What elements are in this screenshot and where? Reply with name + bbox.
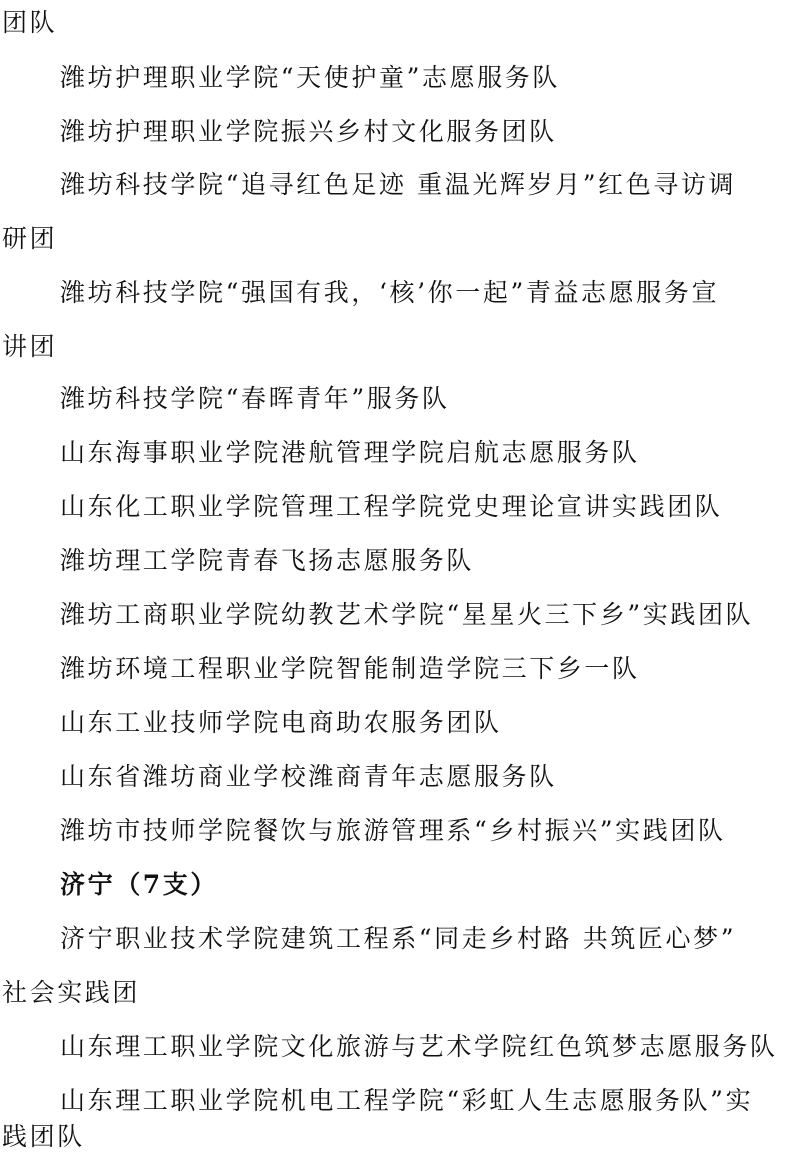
- team-entry: 山东海事职业学院港航管理学院启航志愿服务队: [60, 438, 640, 467]
- team-entry: 潍坊科技学院“春晖青年”服务队: [60, 384, 450, 413]
- text-line-continuation: 社会实践团: [2, 978, 141, 1007]
- section-heading: 济宁（7支）: [60, 870, 218, 899]
- text-line-continuation: 讲团: [2, 332, 58, 361]
- team-entry: 潍坊市技师学院餐饮与旅游管理系“乡村振兴”实践团队: [60, 816, 726, 845]
- team-entry: 潍坊环境工程职业学院智能制造学院三下乡一队: [60, 654, 640, 683]
- team-entry: 山东化工职业学院管理工程学院党史理论宣讲实践团队: [60, 492, 723, 521]
- team-entry: 潍坊护理职业学院振兴乡村文化服务团队: [60, 117, 557, 146]
- team-entry: 山东工业技师学院电商助农服务团队: [60, 708, 502, 737]
- text-line-continuation: 践团队: [2, 1122, 85, 1151]
- team-entry: 山东理工职业学院机电工程学院“彩虹人生志愿服务队”实: [60, 1086, 754, 1115]
- team-entry: 山东理工职业学院文化旅游与艺术学院红色筑梦志愿服务队: [60, 1032, 778, 1061]
- text-line-continuation: 团队: [2, 8, 58, 37]
- team-entry: 潍坊科技学院“追寻红色足迹 重温光辉岁月”红色寻访调: [60, 170, 737, 199]
- team-entry: 潍坊护理职业学院“天使护童”志愿服务队: [60, 63, 560, 92]
- team-entry: 潍坊理工学院青春飞扬志愿服务队: [60, 546, 475, 575]
- team-entry: 潍坊科技学院“强国有我，‘核’你一起”青益志愿服务宣: [60, 278, 720, 307]
- text-line-continuation: 研团: [2, 224, 58, 253]
- team-entry: 潍坊工商职业学院幼教艺术学院“星星火三下乡”实践团队: [60, 600, 754, 629]
- team-entry: 山东省潍坊商业学校潍商青年志愿服务队: [60, 762, 557, 791]
- team-entry: 济宁职业技术学院建筑工程系“同走乡村路 共筑匠心梦”: [60, 924, 737, 953]
